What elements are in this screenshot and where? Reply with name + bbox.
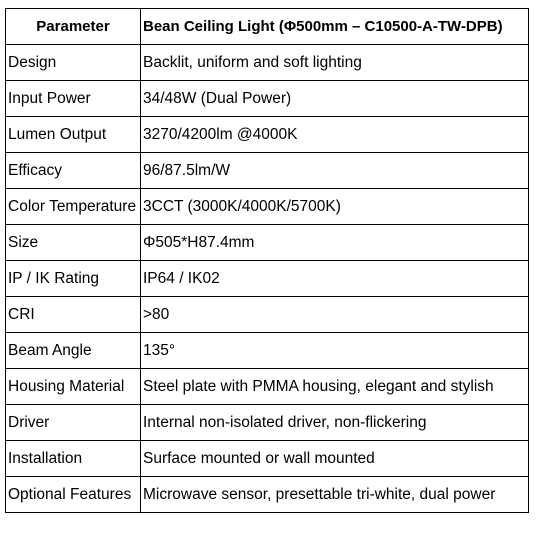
row-label: Efficacy (6, 153, 141, 189)
table-row (6, 153, 529, 189)
row-label: Size (6, 225, 141, 261)
row-label: Housing Material (6, 369, 141, 405)
spec-table-body (6, 45, 529, 513)
row-value: Surface mounted or wall mounted (141, 441, 529, 477)
spec-table-header (6, 9, 529, 45)
row-value: 135° (141, 333, 529, 369)
header-row (6, 9, 529, 45)
spec-table (5, 8, 529, 513)
row-value: 3270/4200lm @4000K (141, 117, 529, 153)
row-label: Optional Features (6, 477, 141, 513)
table-row (6, 261, 529, 297)
row-value: >80 (141, 297, 529, 333)
row-label: Design (6, 45, 141, 81)
table-row (6, 405, 529, 441)
table-row (6, 297, 529, 333)
table-row (6, 45, 529, 81)
table-row (6, 117, 529, 153)
header-product: Bean Ceiling Light (Φ500mm – C10500-A-TW-DPB) (141, 9, 529, 45)
row-value: 34/48W (Dual Power) (141, 81, 529, 117)
row-label: Beam Angle (6, 333, 141, 369)
row-label: Color Temperature (6, 189, 141, 225)
table-row (6, 477, 529, 513)
table-row (6, 225, 529, 261)
row-label: Installation (6, 441, 141, 477)
table-row (6, 369, 529, 405)
table-row (6, 441, 529, 477)
row-label: Driver (6, 405, 141, 441)
row-label: Input Power (6, 81, 141, 117)
table-row (6, 333, 529, 369)
row-label: IP / IK Rating (6, 261, 141, 297)
row-value: 3CCT (3000K/4000K/5700K) (141, 189, 529, 225)
header-parameter: Parameter (6, 9, 141, 45)
row-value: Steel plate with PMMA housing, elegant and stylish (141, 369, 529, 405)
table-row (6, 81, 529, 117)
row-label: Lumen Output (6, 117, 141, 153)
row-value: Φ505*H87.4mm (141, 225, 529, 261)
row-value: Internal non-isolated driver, non-flickering (141, 405, 529, 441)
row-value: IP64 / IK02 (141, 261, 529, 297)
row-value: Backlit, uniform and soft lighting (141, 45, 529, 81)
row-value: Microwave sensor, presettable tri-white, dual power (141, 477, 529, 513)
row-value: 96/87.5lm/W (141, 153, 529, 189)
table-row (6, 189, 529, 225)
row-label: CRI (6, 297, 141, 333)
